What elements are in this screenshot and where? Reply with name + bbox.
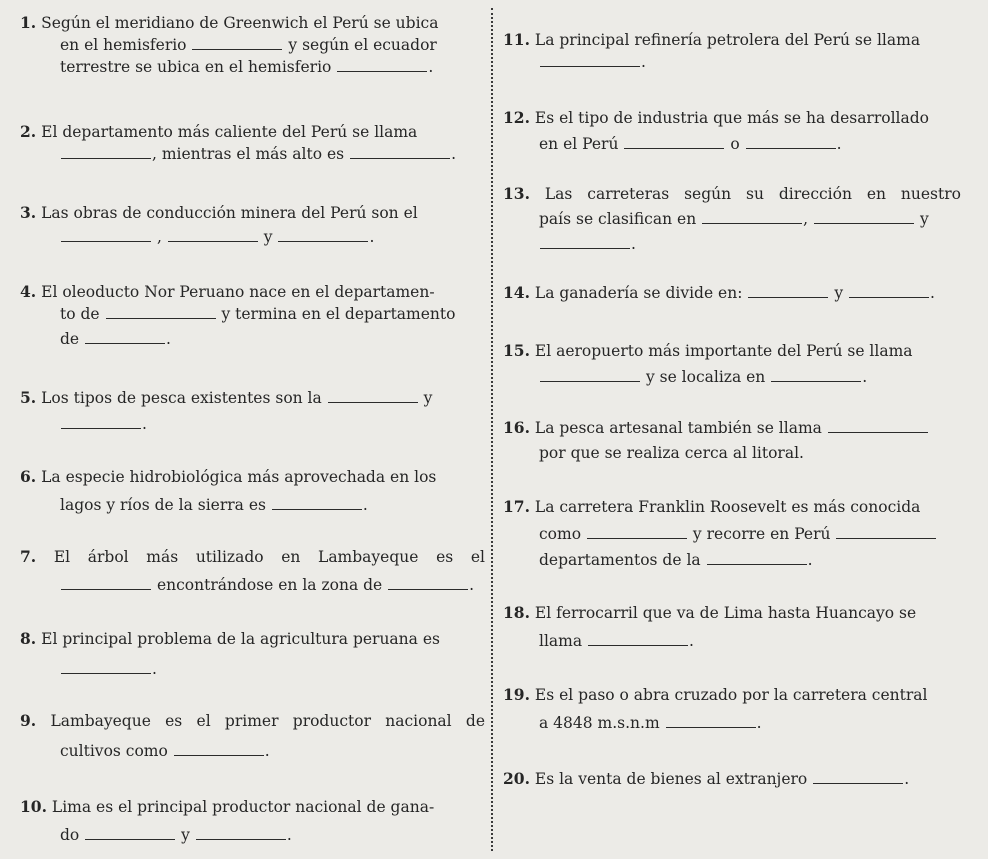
text-sep2: y [263,228,273,246]
text-l1: Las carreteras según su dirección en nuestro [544,185,961,203]
answer-blank[interactable] [702,209,802,224]
text-l1b: y [423,389,433,407]
answer-blank[interactable] [85,329,165,344]
text-l1: El ferrocarril que va de Lima hasta Huancayo se [534,604,917,622]
text-l2a: país se clasifican en [539,210,697,228]
text-period: . [904,770,910,788]
answer-blank[interactable] [61,227,151,242]
text-period: . [451,145,456,163]
answer-blank[interactable] [849,283,929,298]
text-l1: Es la venta de bienes al extranjero [534,770,808,788]
text-l1: La carretera Franklin Roosevelt es más conocida [534,498,921,516]
text-l2a: como [539,525,582,543]
text-num: 16. [503,418,530,437]
text-period: . [862,368,868,386]
answer-blank[interactable] [540,367,640,382]
text-num: 9. [20,711,37,730]
text-period: . [362,496,368,514]
text-l1: La pesca artesanal también se llama [534,419,822,437]
text-num: 1. [20,13,37,32]
text-l2b: y según el ecuador [288,36,437,54]
text-num: 20. [503,769,530,788]
text-period: . [152,660,157,678]
text-num: 10. [20,797,47,816]
answer-blank[interactable] [328,388,418,403]
answer-blank[interactable] [707,550,807,565]
text-l2b: y [181,826,190,844]
answer-blank[interactable] [666,713,756,728]
text-l2a: y se localiza en [645,368,766,386]
answer-blank[interactable] [828,418,928,433]
answer-blank[interactable] [748,283,828,298]
text-l1: Lima es el principal productor nacional de gana- [51,798,435,816]
text-l1: El principal problema de la agricultura peruana es [41,630,440,648]
answer-blank[interactable] [61,575,151,590]
answer-blank[interactable] [61,659,151,674]
text-l2b: o [730,135,740,153]
text-l1: El aeropuerto más importante del Perú se llama [534,342,913,360]
text-l1a: La ganadería se divide en: [534,284,743,302]
answer-blank[interactable] [168,227,258,242]
text-l1: El árbol más utilizado en Lambayeque es el [53,548,485,566]
text-period: . [428,58,434,76]
text-sep1: , [156,228,162,246]
text-l3a: de [60,330,80,348]
text-l2a: a 4848 m.s.n.m [539,714,660,732]
text-l1: Lambayeque es el primer productor nacional de [50,712,485,730]
text-sep: , [803,210,809,228]
text-period: . [264,742,270,760]
text-num: 17. [503,497,530,516]
text-l2a: cultivos como [60,742,168,760]
text-period: . [689,632,694,650]
text-num: 6. [20,467,37,486]
text-num: 2. [20,122,37,141]
answer-blank[interactable] [588,631,688,646]
answer-blank[interactable] [192,35,282,50]
answer-blank[interactable] [337,57,427,72]
text-l2a: llama [539,632,583,650]
text-l1a: Los tipos de pesca existentes son la [41,389,322,407]
text-l1b: y [834,284,844,302]
text-l1: El oleoducto Nor Peruano nace en el departamen- [41,283,435,301]
text-l1: La principal refinería petrolera del Perú se llama [534,31,921,49]
text-num: 8. [20,629,37,648]
text-l2a: , mientras el más alto es [152,145,345,163]
text-l2a: en el hemisferio [60,36,187,54]
text-l3a: departamentos de la [539,551,701,569]
text-l1: Las obras de conducción minera del Perú son el [41,204,418,222]
answer-blank[interactable] [388,575,468,590]
text-period: . [369,228,375,246]
text-l2: por que se realiza cerca al litoral. [539,444,804,462]
text-l2a: en el Perú [539,135,619,153]
text-period: . [641,53,646,71]
answer-blank[interactable] [624,134,724,149]
text-num: 3. [20,203,37,222]
text-l2c: y [919,210,929,228]
text-period: . [166,330,171,348]
text-num: 18. [503,603,530,622]
text-l1: Es el tipo de industria que más se ha desarrollado [534,109,929,127]
text-period: . [286,826,292,844]
text-period: . [930,284,935,302]
answer-blank[interactable] [278,227,368,242]
answer-blank[interactable] [771,367,861,382]
text-num: 13. [503,184,530,203]
text-l1: El departamento más caliente del Perú se llama [41,123,418,141]
answer-blank[interactable] [540,234,630,249]
text-l2a: do [60,826,80,844]
text-l1: La especie hidrobiológica más aprovechada en los [41,468,437,486]
text-l3a: terrestre se ubica en el hemisferio [60,58,332,76]
text-l2b: y recorre en Perú [692,525,831,543]
column-divider [491,8,493,851]
text-period: . [631,235,636,253]
answer-blank[interactable] [61,144,151,159]
text-period: . [469,576,475,594]
answer-blank[interactable] [106,304,216,319]
text-period: . [756,714,762,732]
text-num: 14. [503,283,530,302]
text-num: 19. [503,685,530,704]
text-num: 11. [503,30,530,49]
text-period: . [142,415,147,433]
text-num: 12. [503,108,530,127]
text-num: 7. [20,547,37,566]
answer-blank[interactable] [813,769,903,784]
answer-blank[interactable] [196,825,286,840]
answer-blank[interactable] [350,144,450,159]
text-num: 5. [20,388,37,407]
text-l1: Según el meridiano de Greenwich el Perú se ubica [41,14,439,32]
text-num: 4. [20,282,37,301]
text-period: . [807,551,813,569]
answer-blank[interactable] [587,524,687,539]
answer-blank[interactable] [540,52,640,67]
answer-blank[interactable] [61,414,141,429]
text-l2a: lagos y ríos de la sierra es [60,496,266,514]
answer-blank[interactable] [746,134,836,149]
answer-blank[interactable] [85,825,175,840]
text-num: 15. [503,341,530,360]
answer-blank[interactable] [814,209,914,224]
text-l2a: to de [60,305,100,323]
answer-blank[interactable] [836,524,936,539]
text-period: . [836,135,842,153]
answer-blank[interactable] [272,495,362,510]
answer-blank[interactable] [174,741,264,756]
text-l1: Es el paso o abra cruzado por la carretera central [534,686,928,704]
text-l2b: y termina en el departamento [221,305,456,323]
text-l2a: encontrándose en la zona de [156,576,383,594]
